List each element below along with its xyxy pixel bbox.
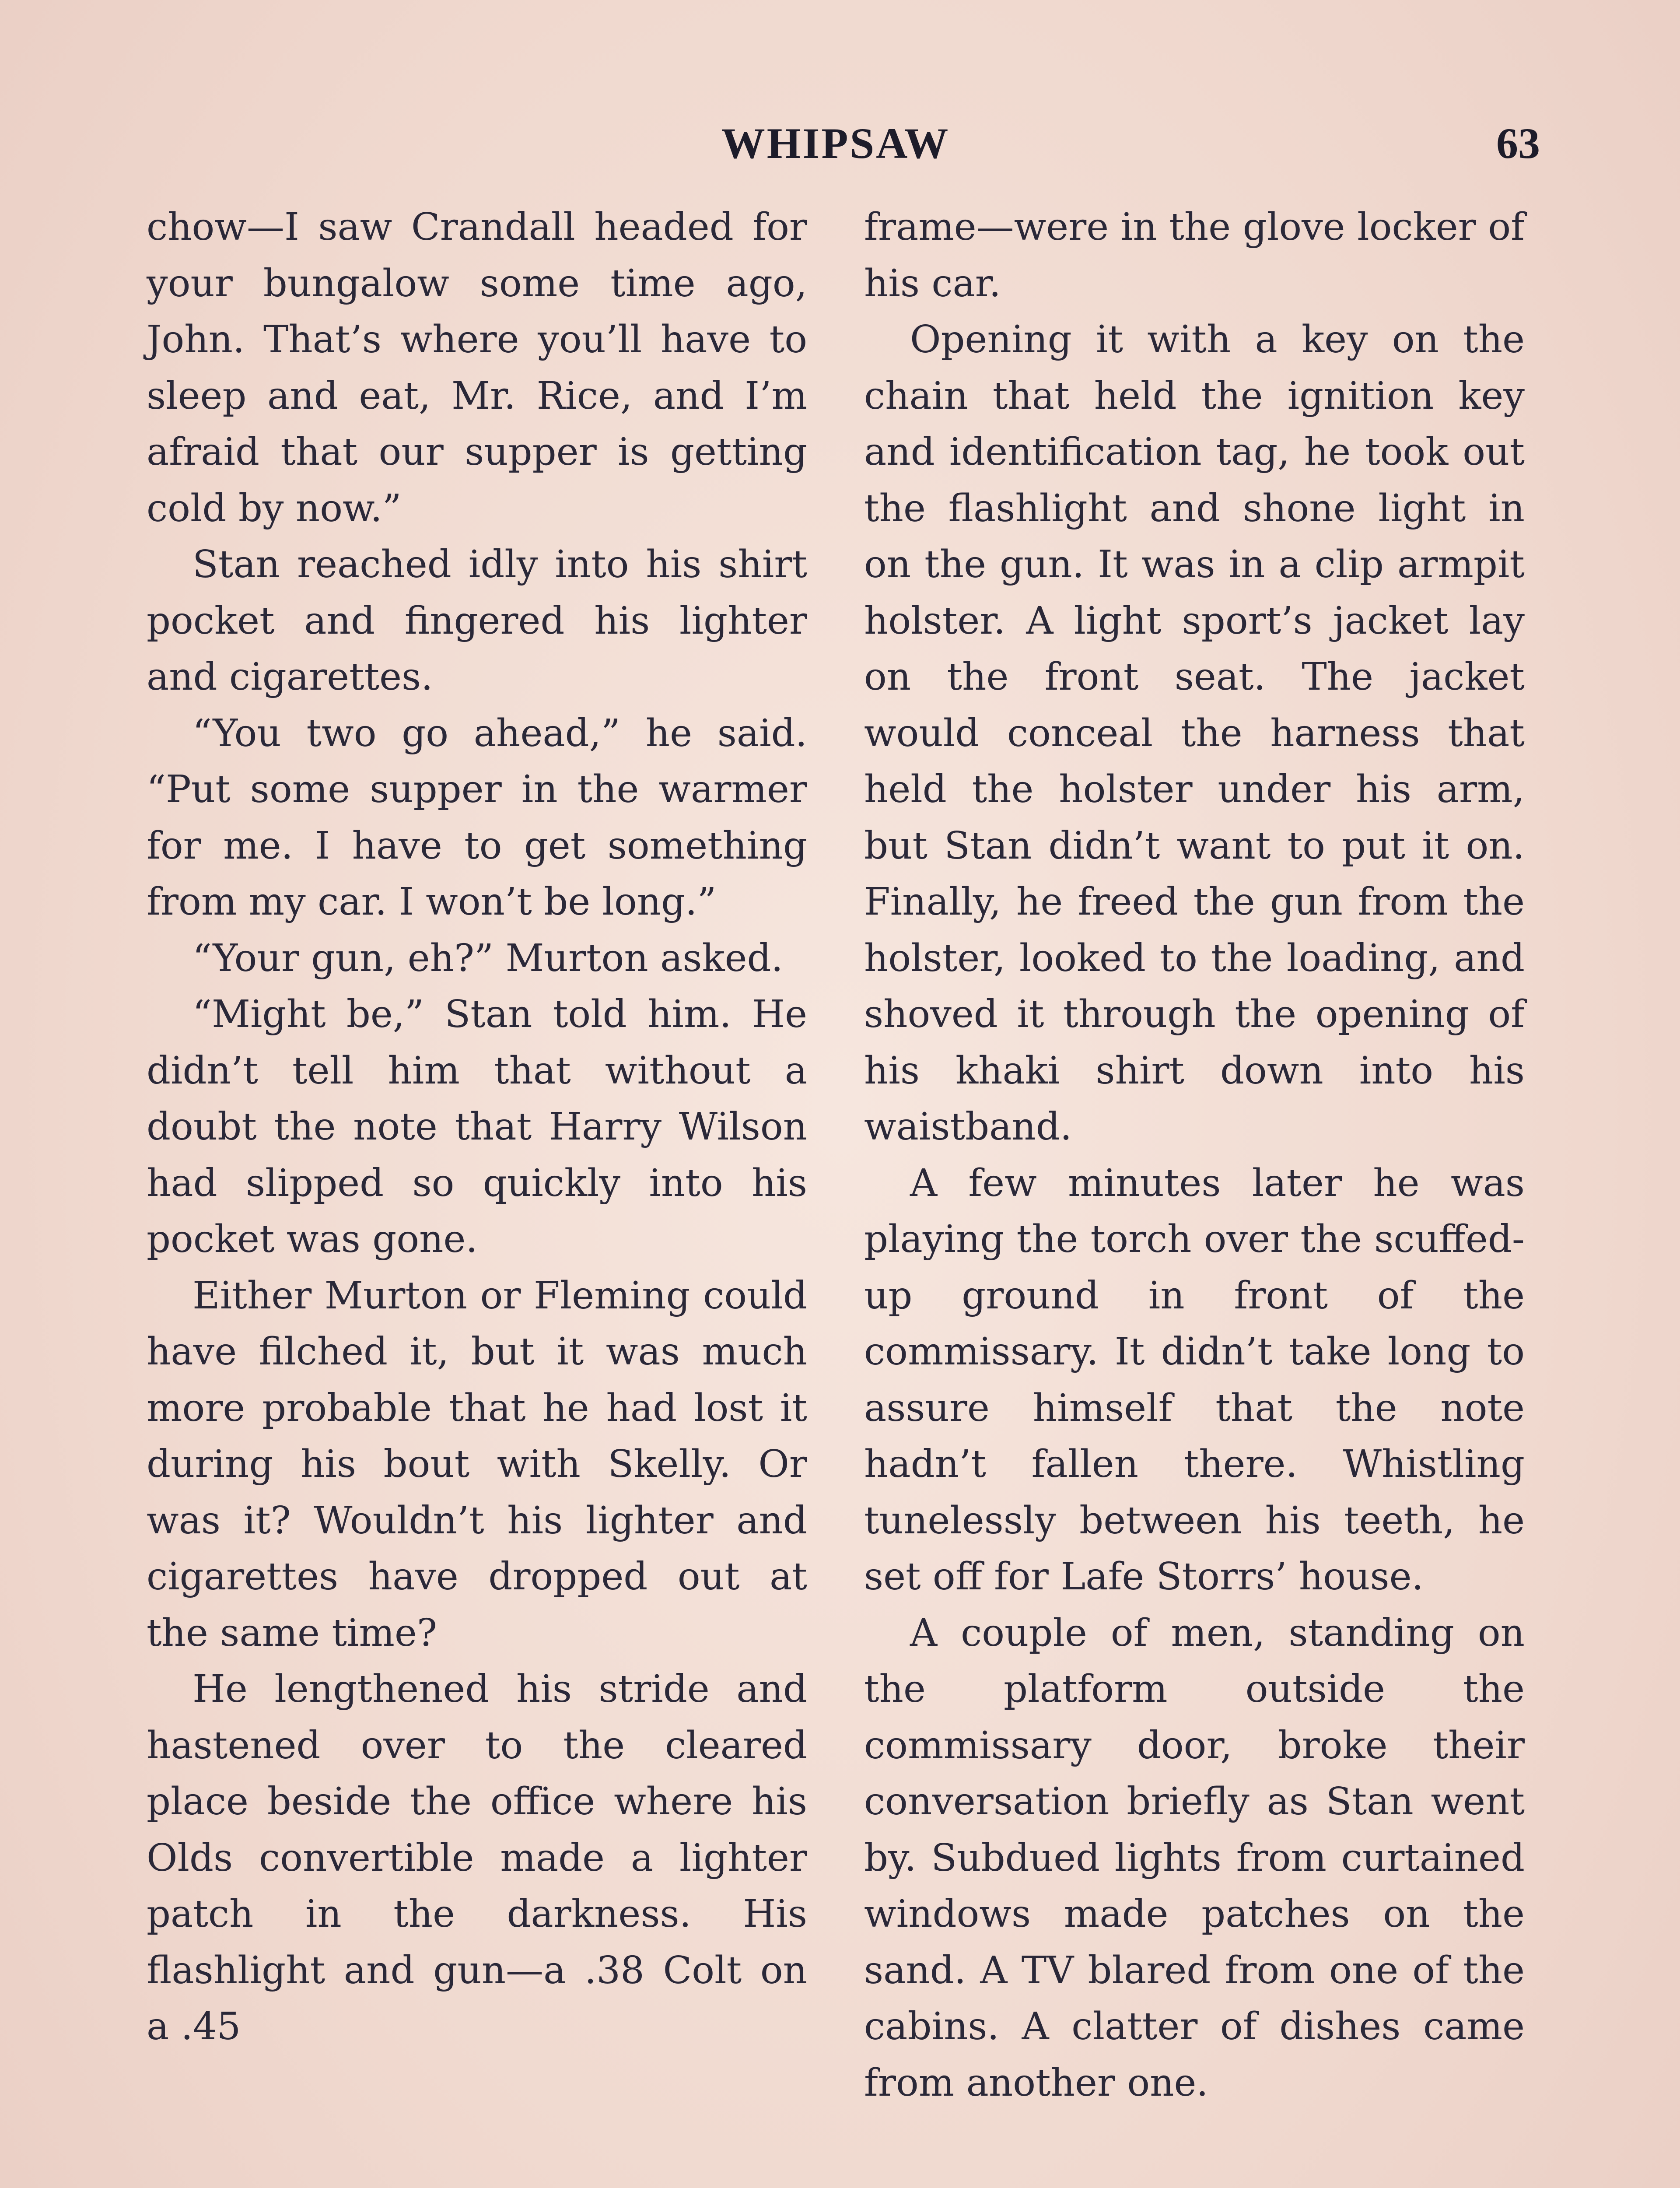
paragraph: “You two go ahead,” he said. “Put some supper in the warmer for me. I have to get something from my car. I won’t be long.” <box>147 711 807 924</box>
paragraph: chow—I saw Crandall headed for your bungalow some time ago, John. That’s where you’ll have to sleep and eat, Mr. Rice, and I’m afraid that our supper is getting cold by now.” <box>147 205 807 530</box>
paragraph: “Your gun, eh?” Murton asked. <box>192 936 783 980</box>
paragraph: Stan reached idly into his shirt pocket and fingered his lighter and cigarettes. <box>147 543 807 699</box>
paragraph: A few minutes later he was playing the torch over the scuffed-up ground in front of the commissary. It didn’t take long to assure himself that the note hadn’t fallen there. Whistling tunelessly between his teeth, he set off for Lafe Storrs’ house. <box>864 1161 1525 1599</box>
paragraph: Either Murton or Fleming could have filched it, but it was much more probable that he had lost it during his bout with Skelly. Or was it? Wouldn’t his lighter and cigarettes have dropped out at the same time? <box>147 1273 807 1655</box>
paragraph: frame—were in the glove locker of his car. <box>864 205 1525 305</box>
running-head <box>131 118 1540 188</box>
page-number: 63 <box>1496 119 1540 168</box>
paragraph: A couple of men, standing on the platform outside the commissary door, broke their conversation briefly as Stan went by. Subdued lights from curtained windows made patches on the sand. A TV blared from one of the cabins. A clatter of dishes came from another one. <box>864 1611 1525 2105</box>
paragraph: He lengthened his stride and hastened over to the cleared place beside the office where his Olds convertible made a lighter patch in the darkness. His flashlight and gun—a .38 Colt on a .45 <box>147 1667 807 2048</box>
left-column <box>147 199 807 2055</box>
right-column <box>864 199 1525 2111</box>
book-title: WHIPSAW <box>721 119 950 168</box>
paragraph: Opening it with a key on the chain that held the ignition key and identification tag, he took out the flashlight and shone light in on the gun. It was in a clip armpit holster. A light sport’s jacket lay on the front seat. The jacket would conceal the harness that held the holster under his arm, but Stan didn’t want to put it on. Finally, he freed the gun from the holster, looked to the loading, and shoved it through the opening of his khaki shirt down into his waistband. <box>864 318 1525 1149</box>
paragraph: “Might be,” Stan told him. He didn’t tell him that without a doubt the note that Harry Wilson had slipped so quickly into his pocket was gone. <box>147 992 807 1261</box>
